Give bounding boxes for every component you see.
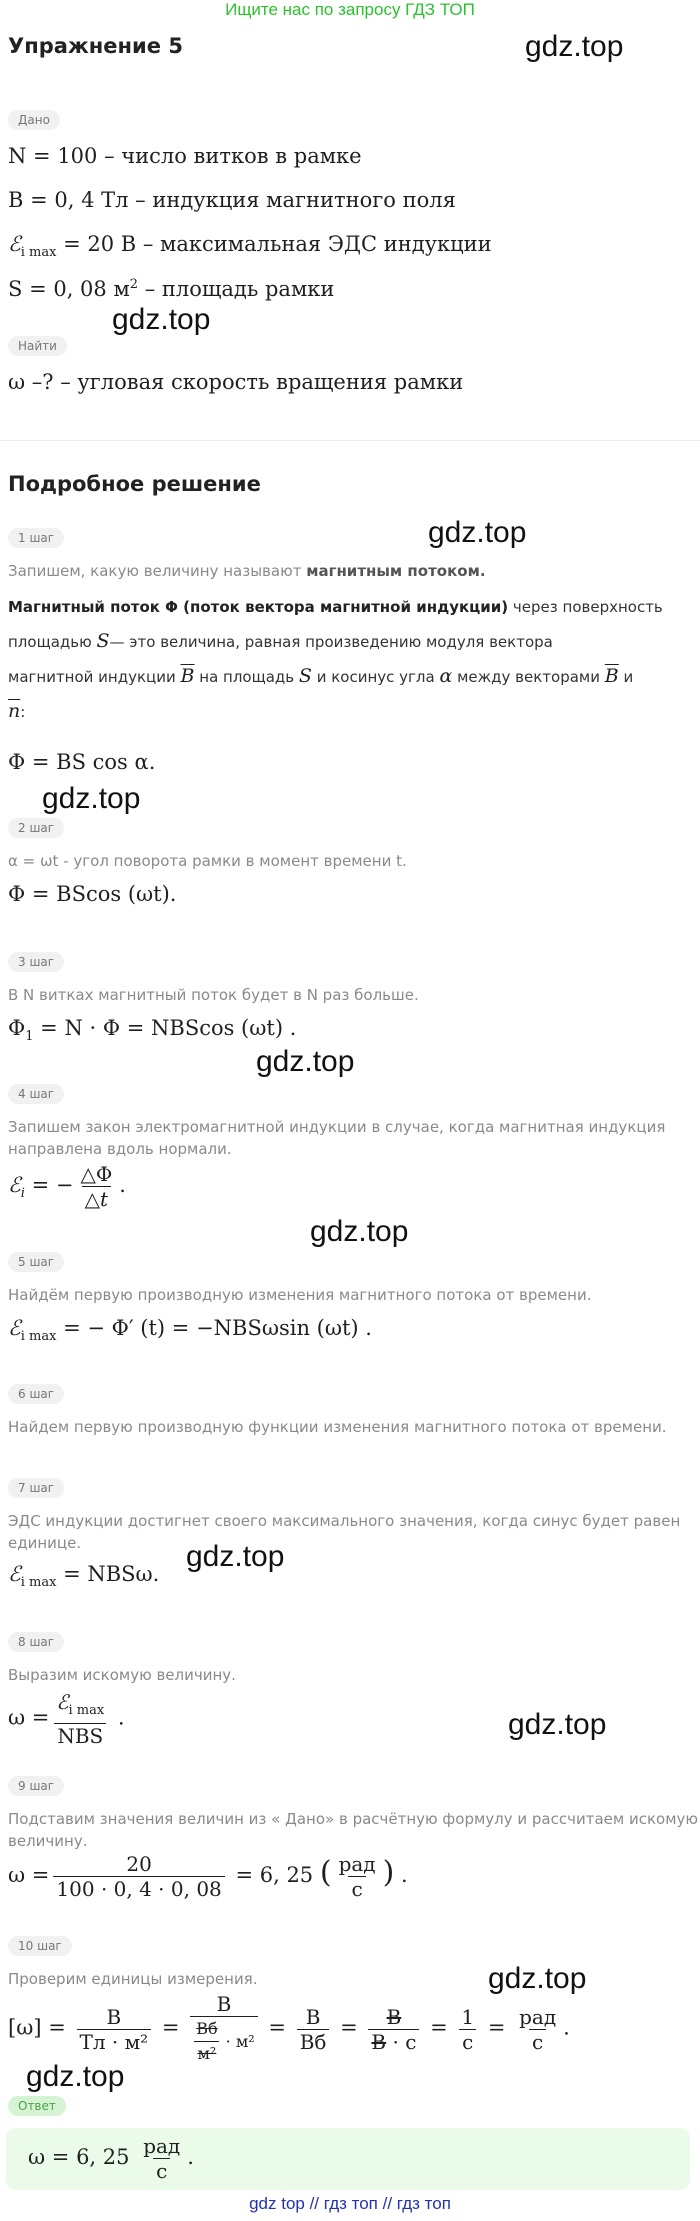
find-label: Найти xyxy=(8,336,67,356)
watermark: gdz.top xyxy=(256,1045,355,1078)
step-2-formula: Φ = BScos (ωt). xyxy=(8,882,177,906)
watermark: gdz.top xyxy=(112,303,211,336)
step-1-formula: Φ = BS cos α. xyxy=(8,750,156,774)
answer-label: Ответ xyxy=(8,2096,66,2116)
watermark: gdz.top xyxy=(525,30,624,63)
find-text: ω –? – угловая скорость вращения рамки xyxy=(8,370,464,394)
step-label: 7 шаг xyxy=(8,1478,64,1498)
given-b: B = 0, 4 Тл – индукция магнитного поля xyxy=(8,188,456,212)
step-label: 3 шаг xyxy=(8,952,64,972)
step-label: 10 шаг xyxy=(8,1936,72,1956)
step-9-text: Подставим значения величин из « Дано» в расчётную формулу и рассчитаем искомую величину. xyxy=(8,1810,699,1850)
step-5-formula: ℰ$_{i max}$ = − Φ′ (t) = −NBSωsin (ωt) . xyxy=(8,1316,372,1345)
step-4-formula: ℰ$_i$ = − $\frac{\triangle\Phi}{\triangle t}$ . xyxy=(8,1162,126,1211)
step-label: 4 шаг xyxy=(8,1084,64,1104)
step-5-text: Найдём первую производную изменения магнитного потока от времени. xyxy=(8,1286,592,1304)
given-n: N = 100 – число витков в рамке xyxy=(8,144,362,168)
watermark: gdz.top xyxy=(428,516,527,549)
given-label: Дано xyxy=(8,110,60,130)
step-9-formula: ω = $\frac{20}{100 \cdot 0, 4 \cdot 0, 08}$ = 6, 25 ( $\frac{\text{рад}}{с}$ ) . xyxy=(8,1852,408,1901)
given-emf: ℰ$_{i max}$ = 20 В – максимальная ЭДС индукции xyxy=(8,232,492,261)
step-10-text: Проверим единицы измерения. xyxy=(8,1970,258,1988)
step-label: 5 шаг xyxy=(8,1252,64,1272)
step-7-text: ЭДС индукции достигнет своего максимального значения, когда синус будет равен единице. xyxy=(8,1512,681,1552)
divider xyxy=(0,440,700,441)
watermark: gdz.top xyxy=(310,1215,409,1248)
watermark: gdz.top xyxy=(186,1540,285,1573)
step-3-formula: $\Phi_1 = N \cdot \Phi = NBScos$ (ωt) . xyxy=(8,1016,297,1045)
footer-links[interactable]: gdz top // гдз топ // гдз топ xyxy=(249,2194,451,2213)
step-1-paragraph: Магнитный поток Φ (поток вектора магнитной индукции) через поверхность площадью S— это величина, равная произведению модуля вектора магнитной индукции $\overline{B}$ на площадь S и косинус угла α между векторами $\overline{B}$ и $\overline{n}$: xyxy=(8,598,663,722)
watermark: gdz.top xyxy=(42,782,141,815)
watermark: gdz.top xyxy=(488,1962,587,1995)
step-6-text: Найдем первую производную функции изменения магнитного потока от времени. xyxy=(8,1418,667,1436)
given-s: S = 0, 08 $м^2$ – площадь рамки xyxy=(8,277,335,301)
step-label: 6 шаг xyxy=(8,1384,64,1404)
step-1-intro: Запишем, какую величину называют магнитным потоком. xyxy=(8,562,486,580)
solution-title: Подробное решение xyxy=(8,472,261,496)
step-8-formula: ω = $\frac{ℰ_{i max}}{\text{NBS}}$ . xyxy=(8,1690,125,1748)
step-2-text: α = ωt - угол поворота рамки в момент времени t. xyxy=(8,852,407,870)
step-8-text: Выразим искомую величину. xyxy=(8,1666,236,1684)
step-10-formula: [ω] = $\frac{В}{\text{Тл · м²}}$ = В $\frac{Вб}{\text{м²}}$ · м² = $\frac{В}{Вб}$ = $\frac{В}{В \cdot с}$ = $\frac{1}{с}$ = $\frac{\text{рад}}{с}$ . xyxy=(8,1992,570,2066)
step-7-formula: ℰ$_{i max}$ = NBSω. xyxy=(8,1562,160,1591)
top-banner[interactable]: Ищите нас по запросу ГДЗ ТОП xyxy=(225,0,475,19)
step-label: 8 шаг xyxy=(8,1632,64,1652)
step-label: 9 шаг xyxy=(8,1776,64,1796)
step-label: 1 шаг xyxy=(8,528,64,548)
watermark: gdz.top xyxy=(508,1708,607,1741)
step-label: 2 шаг xyxy=(8,818,64,838)
step-3-text: В N витках магнитный поток будет в N раз больше. xyxy=(8,986,419,1004)
page-title: Упражнение 5 xyxy=(8,34,183,58)
step-4-text: Запишем закон электромагнитной индукции в случае, когда магнитная индукция направлена вдоль нормали. xyxy=(8,1118,666,1158)
watermark: gdz.top xyxy=(26,2060,125,2093)
answer-formula: ω = 6, 25 $\frac{\text{рад}}{с}$ . xyxy=(28,2134,194,2183)
